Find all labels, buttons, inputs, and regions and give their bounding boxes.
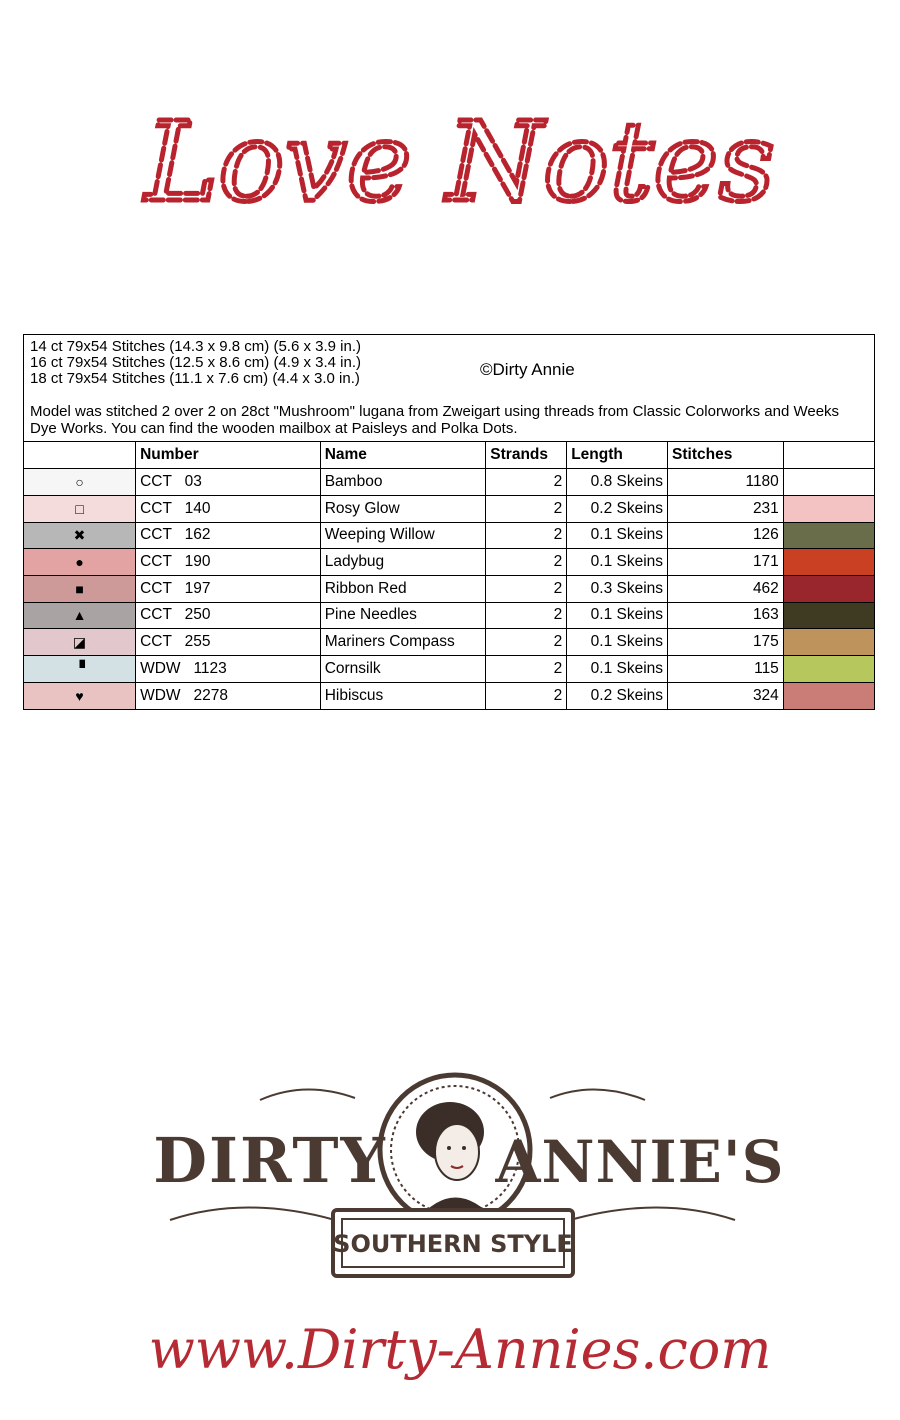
thread-length: 0.1 Skeins [567,522,668,549]
thread-length: 0.3 Skeins [567,575,668,602]
size-14ct: 14 ct 79x54 Stitches (14.3 x 9.8 cm) (5.6 x 3.9 in.) [30,338,361,355]
thread-length: 0.1 Skeins [567,549,668,576]
symbol-cross-icon: ✖ [24,522,136,549]
thread-number: CCT 255 [136,629,321,656]
table-row [24,469,874,496]
table-row [24,575,874,602]
thread-name: Ribbon Red [320,575,486,602]
thread-strands: 2 [486,575,567,602]
color-swatch [783,656,874,683]
symbol-triangle-filled-icon: ▲ [24,602,136,629]
symbol-half-square-icon: ◪ [24,629,136,656]
color-swatch [783,469,874,496]
thread-name: Bamboo [320,469,486,496]
symbol-corner-mark-icon: ▝ [24,656,136,683]
stitch-sizes [30,339,361,387]
thread-length: 0.8 Skeins [567,469,668,496]
pattern-title [145,80,775,250]
thread-length: 0.2 Skeins [567,682,668,709]
color-swatch [783,495,874,522]
thread-stitches: 231 [668,495,784,522]
color-swatch [783,522,874,549]
size-18ct: 18 ct 79x54 Stitches (11.1 x 7.6 cm) (4.4 x 3.0 in.) [30,370,360,387]
thread-number: CCT 140 [136,495,321,522]
thread-stitches: 163 [668,602,784,629]
symbol-circle-filled-icon: ● [24,549,136,576]
color-swatch [783,549,874,576]
thread-stitches: 171 [668,549,784,576]
flourish-top-left [260,1089,355,1100]
thread-number: CCT 250 [136,602,321,629]
thread-length: 0.1 Skeins [567,656,668,683]
thread-stitches: 115 [668,656,784,683]
thread-strands: 2 [486,549,567,576]
thread-strands: 2 [486,469,567,496]
thread-stitches: 324 [668,682,784,709]
table-row [24,522,874,549]
symbol-square-open-icon: □ [24,495,136,522]
header-length: Length [567,442,668,469]
color-swatch [783,629,874,656]
thread-length: 0.2 Skeins [567,495,668,522]
thread-strands: 2 [486,602,567,629]
model-note: Model was stitched 2 over 2 on 28ct "Mushroom" lugana from Zweigart using threads from Classic Colorworks and Weeks Dye Works. You can find the wooden mailbox at Paisleys and Polka Dots. [30,403,840,437]
thread-strands: 2 [486,682,567,709]
thread-strands: 2 [486,495,567,522]
thread-name: Mariners Compass [320,629,486,656]
thread-number: WDW 1123 [136,656,321,683]
symbol-heart-icon: ♥ [24,682,136,709]
color-swatch [783,575,874,602]
table-row [24,629,874,656]
thread-strands: 2 [486,629,567,656]
thread-number: CCT 03 [136,469,321,496]
website-url [140,1310,780,1390]
thread-length: 0.1 Skeins [567,602,668,629]
header-stitches: Stitches [668,442,784,469]
title-text: Love Notes [145,98,775,226]
thread-strands: 2 [486,656,567,683]
thread-name: Rosy Glow [320,495,486,522]
symbol-square-filled-icon: ■ [24,575,136,602]
flourish-bottom-right [570,1208,735,1221]
website-text: www.Dirty-Annies.com [148,1318,772,1381]
dirty-annies-logo [153,1070,785,1295]
flourish-bottom-left [170,1208,335,1221]
symbol-circle-open-icon: ○ [24,469,136,496]
logo-banner-text: SOUTHERN STYLE [333,1230,573,1258]
thread-number: CCT 197 [136,575,321,602]
thread-name: Pine Needles [320,602,486,629]
color-swatch [783,682,874,709]
logo-word-annies: ANNIE'S [495,1128,785,1196]
table-row [24,682,874,709]
thread-stitches: 1180 [668,469,784,496]
thread-stitches: 175 [668,629,784,656]
flourish-top-right [550,1089,645,1100]
table-header-row [24,442,874,469]
header-name: Name [320,442,486,469]
copyright: ©Dirty Annie [480,360,575,379]
size-16ct: 16 ct 79x54 Stitches (12.5 x 8.6 cm) (4.9 x 3.4 in.) [30,354,361,371]
thread-number: CCT 162 [136,522,321,549]
thread-name: Hibiscus [320,682,486,709]
table-row [24,495,874,522]
color-swatch [783,602,874,629]
logo-word-dirty: DIRTY [153,1124,387,1197]
thread-number: WDW 2278 [136,682,321,709]
header-symbol [24,442,136,469]
thread-table [24,442,874,709]
thread-name: Weeping Willow [320,522,486,549]
header-strands: Strands [486,442,567,469]
thread-stitches: 126 [668,522,784,549]
table-row [24,549,874,576]
thread-name: Cornsilk [320,656,486,683]
thread-name: Ladybug [320,549,486,576]
thread-key [23,334,875,710]
thread-strands: 2 [486,522,567,549]
pattern-info [24,335,874,442]
table-row [24,656,874,683]
thread-number: CCT 190 [136,549,321,576]
thread-stitches: 462 [668,575,784,602]
thread-length: 0.1 Skeins [567,629,668,656]
header-number: Number [136,442,321,469]
header-swatch [783,442,874,469]
table-row [24,602,874,629]
